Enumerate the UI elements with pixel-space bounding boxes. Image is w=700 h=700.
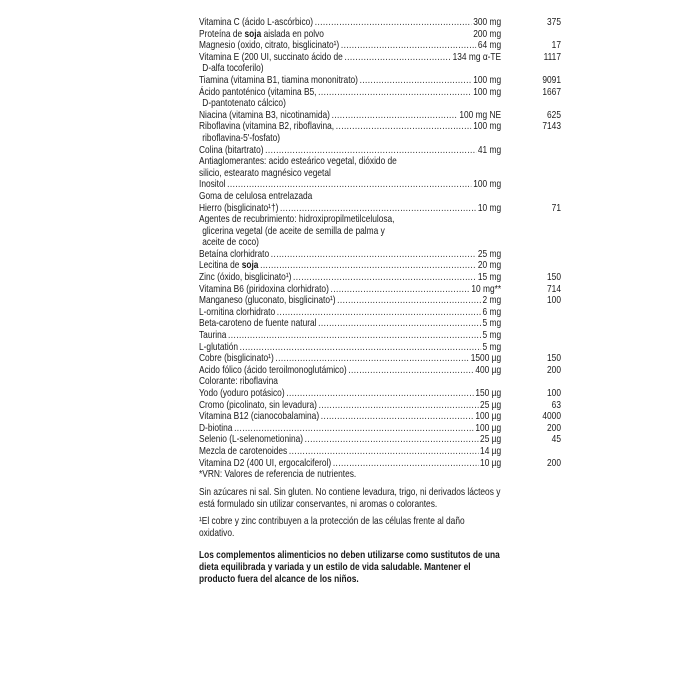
ingredient-amount: 5 mg (482, 318, 502, 330)
dot-leader (337, 295, 481, 307)
ingredient-row (199, 469, 501, 481)
ingredient-row (199, 29, 501, 41)
ingredient-amount: 100 µg (475, 411, 502, 423)
dot-leader (319, 400, 479, 412)
vrn-percent: 63 (551, 399, 561, 411)
ingredient-row (199, 422, 561, 435)
ingredient-name: Betaína clorhidrato (199, 248, 270, 260)
ingredient-name: Beta-caroteno de fuente natural (199, 318, 317, 330)
ingredient-row (199, 86, 561, 110)
ingredient-amount: 400 µg (475, 364, 502, 376)
vrn-percent: 1667 (542, 86, 561, 98)
ingredient-name: Vitamina D2 (400 UI, ergocalciferol) (199, 457, 332, 469)
ingredient-text: glicerina vegetal (de aceite de semilla de palma y (202, 225, 385, 237)
vrn-percent: 1117 (543, 51, 561, 63)
dot-leader (265, 145, 476, 157)
dot-leader (240, 342, 481, 354)
ingredient-name: D-biotina (199, 422, 233, 434)
dot-leader (341, 40, 476, 52)
ingredient-amount: 200 mg (473, 28, 502, 40)
ingredient-amount: 100 mg (473, 86, 502, 98)
ingredient-amount: 5 mg (482, 341, 502, 353)
free-from-note (199, 487, 501, 511)
ingredient-row (199, 145, 501, 157)
ingredient-row (199, 376, 501, 388)
vrn-percent: 71 (551, 202, 561, 214)
ingredient-name: Proteína de soja aislada en polvo (199, 28, 324, 40)
ingredient-amount: 10 mg** (471, 283, 502, 295)
ingredient-amount: 10 µg (480, 457, 502, 469)
vrn-percent: 100 (547, 295, 561, 307)
ingredient-name-continued: riboflavina-5'-fosfato) (202, 132, 281, 144)
vrn-percent: 200 (547, 364, 561, 376)
ingredient-name: Colina (bitartrato) (199, 144, 264, 156)
ingredient-row (199, 17, 561, 29)
ingredient-row (199, 226, 501, 238)
vrn-percent: 7143 (542, 121, 561, 133)
ingredient-text: aceite de coco) (202, 237, 259, 249)
dot-leader (305, 434, 479, 446)
dot-leader (277, 307, 481, 319)
warning-note (199, 550, 501, 585)
ingredient-amount: 1500 µg (470, 353, 502, 365)
ingredient-name-continued: D-pantotenato cálcico) (202, 98, 286, 110)
ingredient-name: Cromo (picolinato, sin levadura) (199, 399, 317, 411)
vrn-percent: 45 (551, 434, 561, 446)
vrn-percent: 714 (547, 283, 561, 295)
dot-leader (318, 318, 481, 330)
ingredient-row (199, 156, 501, 168)
ingredient-name: Selenio (L-selenometionina) (199, 434, 304, 446)
vrn-percent: 200 (547, 457, 561, 469)
ingredient-row (199, 272, 561, 284)
ingredient-name: Magnesio (oxido, citrato, bisglicinato¹) (199, 40, 340, 52)
allergen-highlight: soja (241, 260, 259, 272)
ingredient-row (199, 353, 561, 365)
ingredient-amount: 100 mg NE (459, 109, 502, 121)
ingredient-name: Acido fólico (ácido teroilmonoglutámico) (199, 364, 347, 376)
dot-leader (321, 411, 474, 423)
vrn-percent: 375 (547, 17, 561, 28)
ingredient-name: Riboflavina (vitamina B2, riboflavina, (199, 121, 335, 133)
ingredient-text: Agentes de recubrimiento: hidroxipropilmetilcelulosa, (199, 214, 395, 226)
ingredient-amount: 134 mg α-TE (452, 51, 502, 63)
ingredient-amount: 25 µg (480, 434, 502, 446)
ingredient-name-continued: D-alfa tocoferilo) (202, 63, 264, 75)
ingredient-row (199, 307, 501, 319)
ingredient-name: Mezcla de carotenoides (199, 445, 288, 457)
ingredient-amount: 41 mg (477, 144, 502, 156)
ingredient-name: Vitamina B12 (cianocobalamina) (199, 411, 320, 423)
ingredient-amount: 2 mg (482, 295, 502, 307)
ingredient-name: Manganeso (gluconato, bisglicinato¹) (199, 295, 336, 307)
ingredient-text: silicio, estearato magnésico vegetal (199, 167, 331, 179)
ingredient-row (199, 283, 561, 296)
dot-leader (336, 121, 472, 133)
ingredient-row (199, 74, 561, 87)
ingredient-amount: 5 mg (482, 330, 502, 342)
vrn-percent: 150 (547, 272, 561, 284)
ingredient-row (199, 109, 561, 122)
vrn-percent: 150 (547, 353, 561, 365)
dot-leader (228, 330, 481, 342)
ingredient-name: Vitamina B6 (piridoxina clorhidrato) (199, 283, 329, 295)
ingredient-amount: 64 mg (477, 40, 502, 52)
ingredient-name: L-glutatión (199, 341, 239, 353)
ingredient-text: *VRN: Valores de referencia de nutrientes. (199, 469, 357, 481)
ingredient-amount: 15 mg (477, 272, 502, 284)
dot-leader (234, 423, 474, 435)
dot-leader (344, 52, 451, 64)
ingredient-row (199, 399, 561, 412)
ingredient-name: Taurina (199, 330, 227, 342)
nutrition-label (199, 17, 561, 585)
ingredient-row (199, 191, 501, 203)
ingredient-row (199, 249, 501, 261)
footnote (199, 516, 501, 540)
ingredient-amount: 6 mg (482, 306, 502, 318)
vrn-percent: 4000 (542, 411, 561, 423)
ingredient-name: Vitamina C (ácido L-ascórbico) (199, 17, 314, 28)
ingredient-amount: 300 mg (473, 17, 502, 28)
ingredient-text: Antiaglomerantes: acido esteárico vegetal, dióxido de (199, 156, 397, 168)
ingredient-row (199, 121, 561, 144)
ingredient-amount: 100 mg (473, 121, 502, 133)
ingredient-name: Vitamina E (200 UI, succinato ácido de (199, 51, 343, 63)
ingredient-amount: 10 mg (477, 202, 502, 214)
dot-leader (318, 87, 471, 99)
ingredient-row (199, 318, 501, 330)
ingredient-name: Hierro (bisglicinato¹†) (199, 202, 279, 214)
ingredient-amount: 25 µg (480, 399, 502, 411)
ingredient-amount: 20 mg (477, 260, 502, 272)
dot-leader (280, 203, 476, 215)
dot-leader (315, 17, 472, 29)
dot-leader (260, 260, 476, 272)
vrn-percent: 200 (547, 422, 561, 434)
dot-leader (333, 458, 479, 470)
ingredient-row (199, 388, 561, 400)
ingredient-row (199, 364, 561, 377)
ingredient-row (199, 40, 561, 52)
vrn-percent: 9091 (542, 74, 561, 86)
allergen-highlight: soja (244, 28, 262, 40)
ingredient-amount: 100 µg (475, 422, 502, 434)
ingredient-row (199, 342, 501, 354)
dot-leader (271, 249, 476, 261)
dot-leader (330, 284, 469, 296)
dot-leader (286, 388, 473, 400)
ingredient-name: Tiamina (vitamina B1, tiamina mononitrato) (199, 74, 358, 86)
ingredient-row (199, 168, 501, 180)
ingredient-name: Ácido pantoténico (vitamina B5, (199, 86, 317, 98)
ingredient-list (199, 17, 561, 481)
ingredient-name: L-ornitina clorhidrato (199, 306, 276, 318)
ingredient-text: Colorante: riboflavina (199, 376, 278, 388)
dot-leader (332, 110, 458, 122)
ingredient-row (199, 411, 561, 423)
ingredient-name: Lecitina de soja (199, 260, 259, 272)
vrn-percent: 100 (547, 388, 561, 399)
ingredient-row (199, 214, 501, 226)
ingredient-name: Zinc (óxido, bisglicinato¹) (199, 272, 292, 284)
ingredient-amount: 25 mg (477, 248, 502, 260)
ingredient-row (199, 434, 561, 446)
warning-text: Los complementos alimenticios no deben utilizarse como sustitutos de una dieta equilibrada y variada y un estilo de vida saludable. Mantener el producto fuera del alcance de los niños. (199, 549, 500, 585)
ingredient-row (199, 179, 501, 191)
ingredient-row (199, 446, 501, 458)
vrn-percent: 17 (551, 40, 561, 52)
ingredient-row (199, 202, 561, 215)
ingredient-row (199, 51, 561, 75)
ingredient-amount: 100 mg (473, 74, 502, 86)
dot-leader (275, 353, 469, 365)
dot-leader (227, 179, 472, 191)
ingredient-name: Yodo (yoduro potásico) (199, 388, 285, 399)
ingredient-amount: 150 µg (475, 388, 502, 399)
ingredient-row (199, 295, 561, 307)
ingredient-name: Cobre (bisglicinato¹) (199, 353, 274, 365)
free-from-text: Sin azúcares ni sal. Sin gluten. No contiene levadura, trigo, ni derivados lácteos y está formulado sin utilizar conservantes, ni aromas o colorantes. (199, 486, 501, 510)
ingredient-row (199, 237, 501, 249)
dot-leader (293, 272, 476, 284)
ingredient-amount: 100 mg (473, 179, 502, 191)
footnote-text: ¹El cobre y zinc contribuyen a la protección de las células frente al daño oxidativo. (199, 516, 465, 540)
ingredient-row (199, 330, 501, 342)
ingredient-amount: 14 µg (480, 445, 502, 457)
dot-leader (289, 446, 479, 458)
ingredient-name: Inositol (199, 179, 226, 191)
vrn-percent: 625 (547, 109, 561, 121)
ingredient-row (199, 457, 561, 470)
ingredient-row (199, 260, 501, 272)
dot-leader (360, 75, 472, 87)
ingredient-name: Niacina (vitamina B3, nicotinamida) (199, 109, 330, 121)
dot-leader (348, 365, 473, 377)
ingredient-text: Goma de celulosa entrelazada (199, 190, 313, 202)
